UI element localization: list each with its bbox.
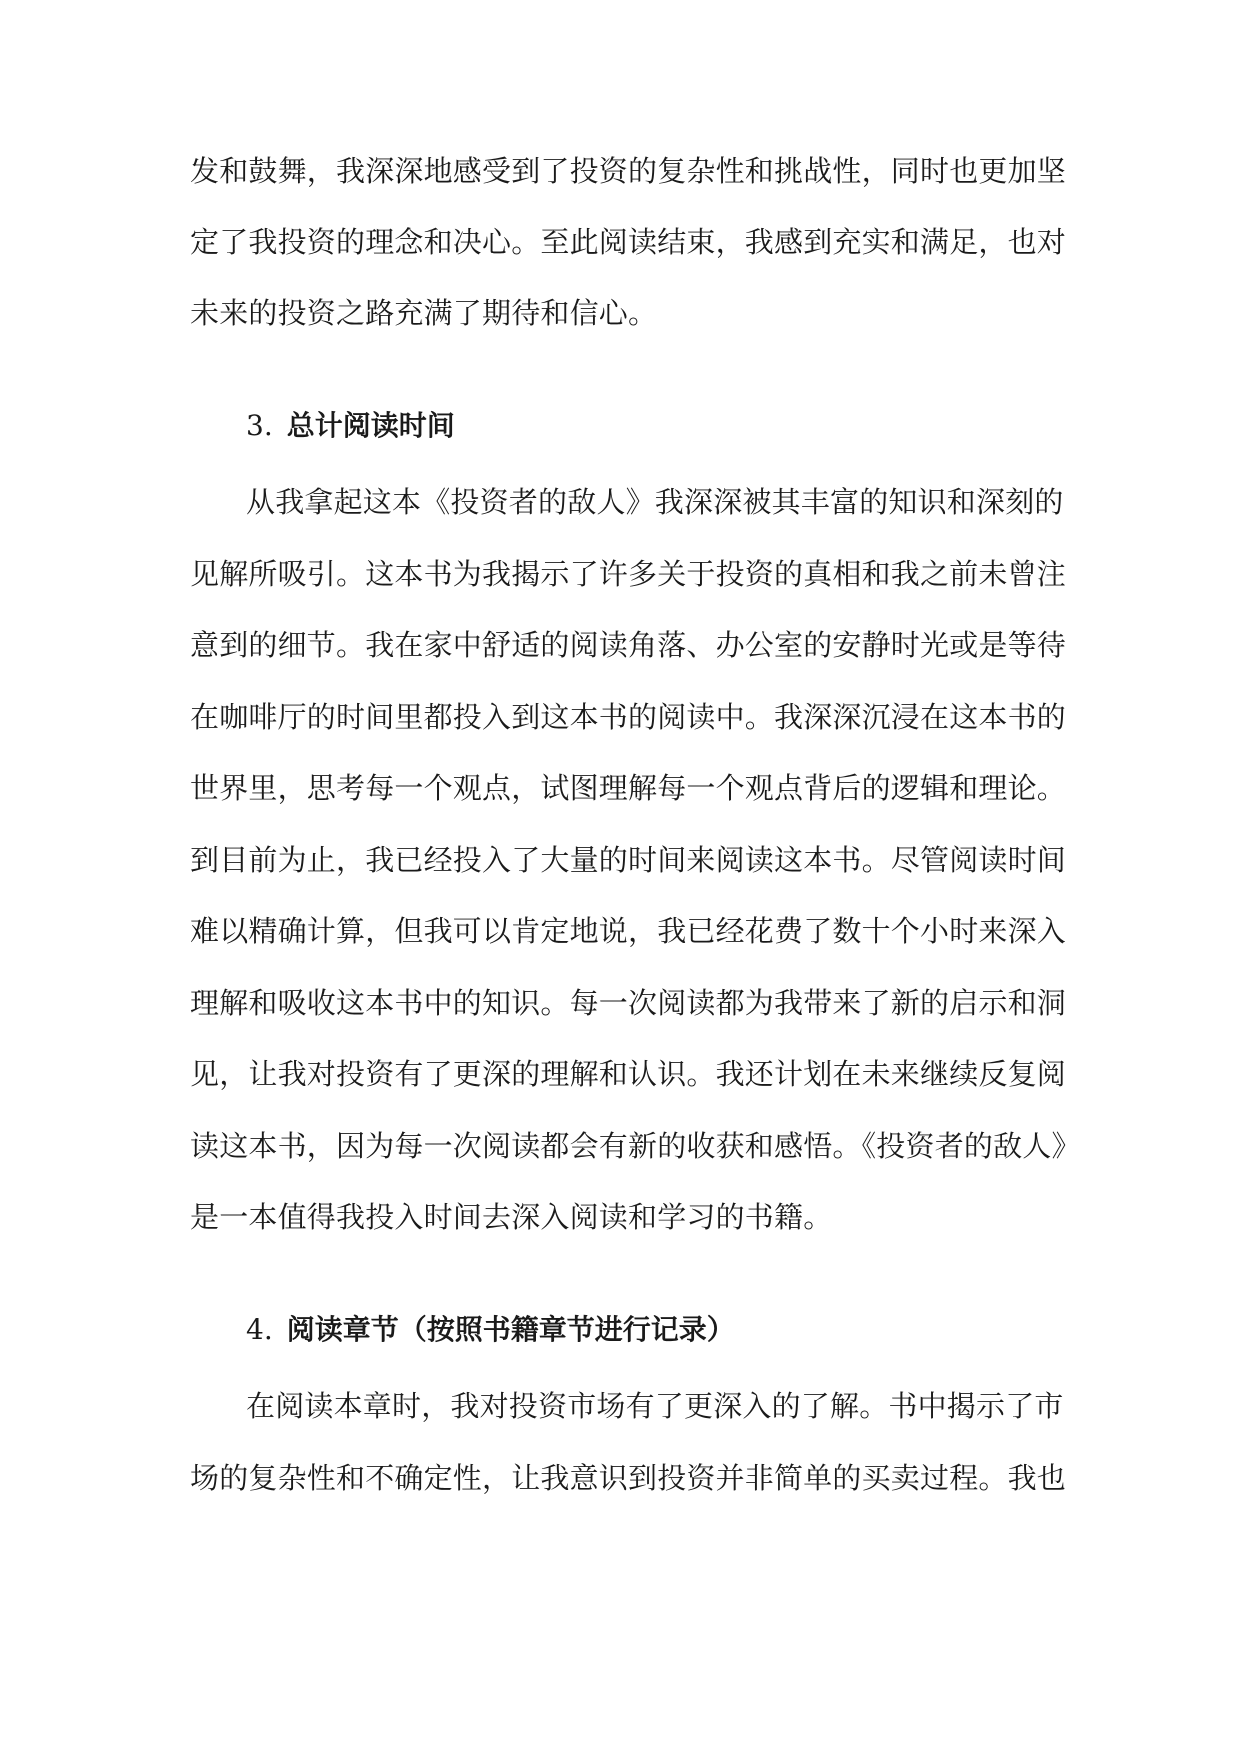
section-3-line-2: 见解所吸引。这本书为我揭示了许多关于投资的真相和我之前未曾注 <box>190 557 1067 591</box>
section-3-line-6: 到目前为止，我已经投入了大量的时间来阅读这本书。尽管阅读时间 <box>190 843 1067 877</box>
section-3-line-10: 读这本书，因为每一次阅读都会有新的收获和感悟。《投资者的敌人》 <box>190 1129 1081 1163</box>
section-3-title: 总计阅读时间 <box>286 409 455 442</box>
section-3-line-9: 见，让我对投资有了更深的理解和认识。我还计划在未来继续反复阅 <box>190 1057 1067 1091</box>
section-3-line-8: 理解和吸收这本书中的知识。每一次阅读都为我带来了新的启示和洞 <box>190 986 1067 1020</box>
section-4-line-1: 在阅读本章时，我对投资市场有了更深入的了解。书中揭示了市 <box>246 1389 1064 1423</box>
paragraph-1-line-1: 发和鼓舞，我深深地感受到了投资的复杂性和挑战性，同时也更加坚 <box>190 154 1067 188</box>
section-4-number: 4. <box>246 1313 273 1346</box>
section-3-line-7: 难以精确计算，但我可以肯定地说，我已经花费了数十个小时来深入 <box>190 914 1067 948</box>
section-4-title: 阅读章节（按照书籍章节进行记录） <box>286 1313 735 1346</box>
section-3-heading <box>246 406 1052 446</box>
section-3-number: 3. <box>246 409 273 442</box>
section-4-line-2: 场的复杂性和不确定性，让我意识到投资并非简单的买卖过程。我也 <box>190 1461 1067 1495</box>
section-4-heading <box>246 1310 1052 1350</box>
section-3-line-4: 在咖啡厅的时间里都投入到这本书的阅读中。我深深沉浸在这本书的 <box>190 700 1067 734</box>
paragraph-1-line-2: 定了我投资的理念和决心。至此阅读结束，我感到充实和满足，也对 <box>190 225 1067 259</box>
section-3-line-5: 世界里，思考每一个观点，试图理解每一个观点背后的逻辑和理论。 <box>190 771 1067 805</box>
paragraph-1-line-3: 未来的投资之路充满了期待和信心。 <box>190 296 658 330</box>
section-3-line-3: 意到的细节。我在家中舒适的阅读角落、办公室的安静时光或是等待 <box>190 628 1067 662</box>
section-3-line-1: 从我拿起这本《投资者的敌人》我深深被其丰富的知识和深刻的 <box>246 485 1064 519</box>
section-3-line-11: 是一本值得我投入时间去深入阅读和学习的书籍。 <box>190 1200 833 1234</box>
